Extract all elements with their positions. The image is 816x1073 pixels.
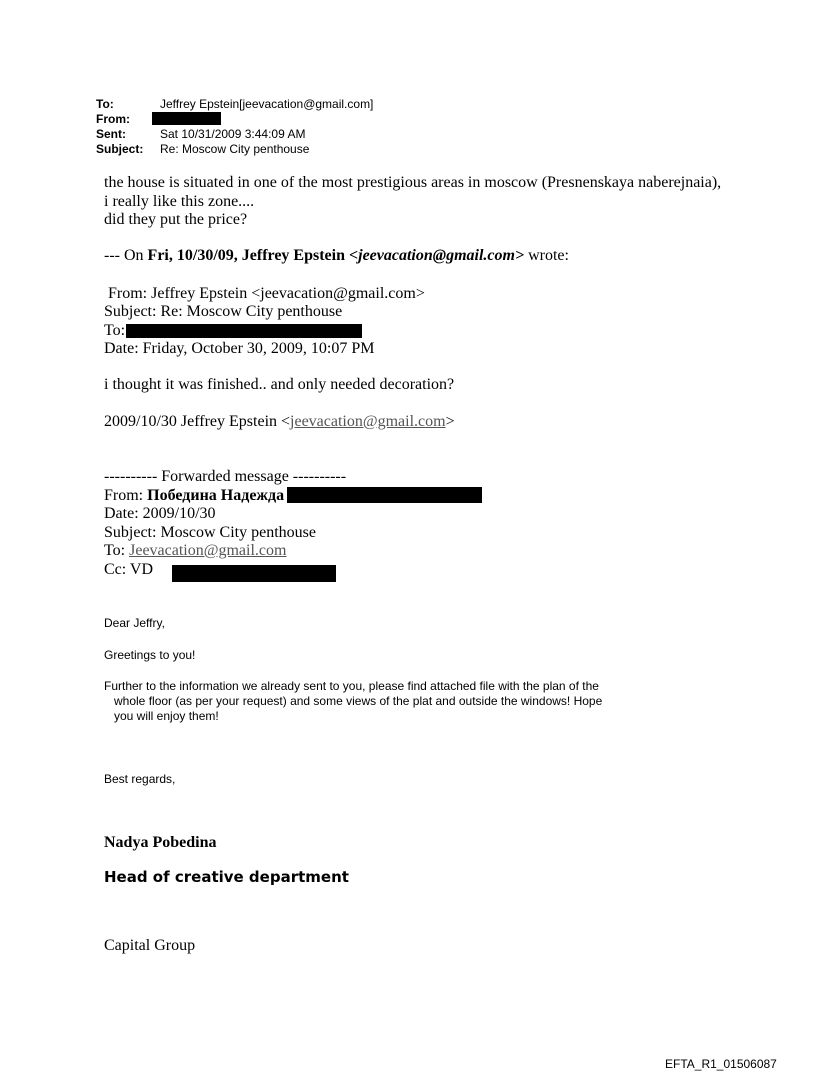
letter-paragraph-line-1: Further to the information we already sent to you, please find attached file with the plan of the — [104, 679, 599, 693]
forward-intro — [104, 413, 455, 431]
subject-label: Subject: — [96, 142, 144, 156]
quote-intro-suffix: wrote: — [524, 247, 569, 264]
to-label: To: — [96, 97, 114, 111]
signature-name: Nadya Pobedina — [104, 834, 217, 851]
forward-to-email-link[interactable]: Jeevacation@gmail.com — [129, 542, 287, 559]
document-id: EFTA_R1_01506087 — [665, 1057, 777, 1071]
quote-intro-email: <jeevacation@gmail.com> — [349, 247, 525, 264]
forward-from-name: Победина Надежда — [147, 487, 285, 504]
quote-intro-prefix: --- On — [104, 247, 148, 264]
quote-intro — [104, 247, 569, 265]
forward-to — [104, 542, 286, 560]
signature-company: Capital Group — [104, 937, 196, 954]
forward-intro-prefix: 2009/10/30 Jeffrey Epstein < — [104, 413, 291, 430]
quoted-to: To: — [104, 322, 126, 339]
quoted-body: i thought it was finished.. and only needed decoration? — [104, 376, 455, 393]
redaction-box — [126, 324, 362, 338]
forward-separator: ---------- Forwarded message ---------- — [104, 468, 347, 485]
letter-paragraph-line-3: you will enjoy them! — [114, 709, 219, 723]
reply-line-1: the house is situated in one of the most prestigious areas in moscow (Presnenskaya naberejnaia), — [104, 174, 722, 191]
forward-from-label: From: — [104, 487, 148, 504]
quoted-subject: Subject: Re: Moscow City penthouse — [104, 303, 343, 320]
letter-paragraph-line-2: whole floor (as per your request) and some views of the plat and outside the windows! Hope — [114, 694, 603, 708]
letter-closing: Best regards, — [104, 772, 176, 786]
forward-cc: Cc: VD — [104, 561, 154, 578]
quote-intro-date: Fri, 10/30/09, Jeffrey Epstein — [147, 247, 345, 264]
quoted-date: Date: Friday, October 30, 2009, 10:07 PM — [104, 340, 375, 357]
reply-line-3: did they put the price? — [104, 211, 248, 228]
letter-greetings: Greetings to you! — [104, 648, 196, 662]
forward-intro-email-link[interactable]: jeevacation@gmail.com — [290, 413, 446, 430]
forward-from — [104, 487, 284, 505]
quoted-from: From: Jeffrey Epstein <jeevacation@gmail.com> — [108, 285, 425, 302]
forward-intro-suffix: > — [445, 413, 455, 430]
redaction-box — [172, 565, 336, 582]
redaction-box — [287, 487, 482, 503]
sent-value: Sat 10/31/2009 3:44:09 AM — [160, 127, 306, 141]
from-label: From: — [96, 112, 130, 126]
redaction-box — [152, 112, 221, 125]
signature-title: Head of creative department — [104, 868, 349, 886]
reply-line-2: i really like this zone.... — [104, 193, 255, 210]
forward-date: Date: 2009/10/30 — [104, 505, 216, 522]
forward-to-label: To: — [104, 542, 130, 559]
forward-subject: Subject: Moscow City penthouse — [104, 524, 316, 541]
letter-greeting: Dear Jeffry, — [104, 616, 165, 630]
to-value: Jeffrey Epstein[jeevacation@gmail.com] — [160, 97, 374, 111]
sent-label: Sent: — [96, 127, 126, 141]
subject-value: Re: Moscow City penthouse — [160, 142, 310, 156]
